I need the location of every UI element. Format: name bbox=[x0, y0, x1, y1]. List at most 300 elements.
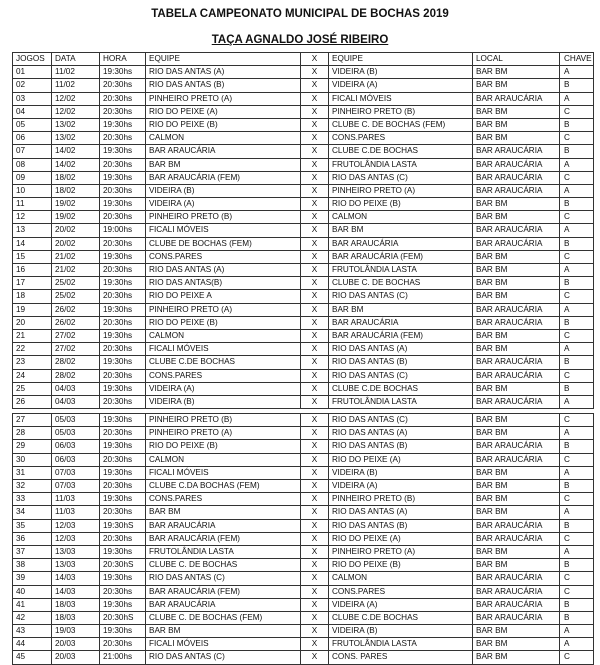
home-team-cell: CLUBE DE BOCHAS (FEM) bbox=[146, 238, 301, 250]
time-cell: 20:30hS bbox=[100, 612, 146, 624]
date-cell: 12/03 bbox=[52, 520, 100, 532]
versus-cell: X bbox=[301, 625, 329, 637]
group-cell: C bbox=[560, 370, 594, 382]
time-cell: 19:30hs bbox=[100, 546, 146, 558]
time-cell: 20:30hs bbox=[100, 370, 146, 382]
venue-cell: BAR BM bbox=[473, 506, 560, 518]
table-row bbox=[12, 198, 594, 211]
away-team-cell: CALMON bbox=[329, 572, 473, 584]
date-cell: 14/02 bbox=[52, 159, 100, 171]
table-row bbox=[12, 211, 594, 224]
versus-cell: X bbox=[301, 599, 329, 611]
table-row bbox=[12, 106, 594, 119]
game-number-cell: 28 bbox=[12, 427, 52, 439]
versus-cell: X bbox=[301, 159, 329, 171]
time-cell: 20:30hS bbox=[100, 559, 146, 571]
group-cell: C bbox=[560, 106, 594, 118]
versus-cell: X bbox=[301, 467, 329, 479]
away-team-cell: RIO DO PEIXE (A) bbox=[329, 454, 473, 466]
group-cell: C bbox=[560, 414, 594, 426]
group-cell: C bbox=[560, 132, 594, 144]
group-cell: B bbox=[560, 277, 594, 289]
home-team-cell: RIO DAS ANTAS (C) bbox=[146, 572, 301, 584]
game-number-cell: 35 bbox=[12, 520, 52, 532]
game-number-cell: 21 bbox=[12, 330, 52, 342]
date-cell: 07/03 bbox=[52, 467, 100, 479]
home-team-cell: FICALI MÓVEIS bbox=[146, 638, 301, 650]
venue-cell: BAR BM bbox=[473, 132, 560, 144]
home-team-cell: PINHEIRO PRETO (A) bbox=[146, 304, 301, 316]
away-team-cell: VIDEIRA (B) bbox=[329, 66, 473, 78]
venue-cell: BAR ARAUCÁRIA bbox=[473, 159, 560, 171]
away-team-cell: RIO DAS ANTAS (B) bbox=[329, 356, 473, 368]
table-row bbox=[12, 145, 594, 158]
venue-cell: BAR BM bbox=[473, 106, 560, 118]
time-cell: 19:30hs bbox=[100, 330, 146, 342]
game-number-cell: 09 bbox=[12, 172, 52, 184]
versus-cell: X bbox=[301, 612, 329, 624]
away-team-cell: RIO DO PEIXE (B) bbox=[329, 559, 473, 571]
time-cell: 19:30hs bbox=[100, 251, 146, 263]
group-cell: A bbox=[560, 264, 594, 276]
away-team-cell: FRUTOLÂNDIA LASTA bbox=[329, 264, 473, 276]
time-cell: 19:30hs bbox=[100, 304, 146, 316]
table-row bbox=[12, 317, 594, 330]
versus-cell: X bbox=[301, 66, 329, 78]
venue-cell: BAR ARAUCÁRIA bbox=[473, 145, 560, 157]
date-cell: 07/03 bbox=[52, 480, 100, 492]
home-team-cell: CALMON bbox=[146, 454, 301, 466]
versus-cell: X bbox=[301, 559, 329, 571]
venue-cell: BAR BM bbox=[473, 119, 560, 131]
table-row bbox=[12, 277, 594, 290]
versus-cell: X bbox=[301, 356, 329, 368]
away-team-cell: CONS. PARES bbox=[329, 651, 473, 663]
date-cell: 28/02 bbox=[52, 356, 100, 368]
home-team-cell: VIDEIRA (A) bbox=[146, 198, 301, 210]
away-team-cell: VIDEIRA (A) bbox=[329, 480, 473, 492]
schedule-table bbox=[12, 52, 594, 665]
versus-cell: X bbox=[301, 277, 329, 289]
game-number-cell: 27 bbox=[12, 414, 52, 426]
home-team-cell: FICALI MÓVEIS bbox=[146, 343, 301, 355]
group-cell: A bbox=[560, 396, 594, 408]
versus-cell: X bbox=[301, 119, 329, 131]
game-number-cell: 33 bbox=[12, 493, 52, 505]
time-cell: 19:30hs bbox=[100, 145, 146, 157]
group-cell: B bbox=[560, 238, 594, 250]
group-cell: A bbox=[560, 625, 594, 637]
away-team-cell: CLUBE C. DE BOCHAS bbox=[329, 277, 473, 289]
group-cell: B bbox=[560, 599, 594, 611]
home-team-cell: BAR ARAUCÁRIA (FEM) bbox=[146, 533, 301, 545]
group-cell: C bbox=[560, 586, 594, 598]
time-cell: 20:30hs bbox=[100, 454, 146, 466]
table-row bbox=[12, 506, 594, 519]
game-number-cell: 32 bbox=[12, 480, 52, 492]
home-team-cell: FICALI MÓVEIS bbox=[146, 467, 301, 479]
home-team-cell: RIO DO PEIXE (B) bbox=[146, 317, 301, 329]
table-row bbox=[12, 290, 594, 303]
away-team-cell: RIO DAS ANTAS (B) bbox=[329, 520, 473, 532]
game-number-cell: 03 bbox=[12, 93, 52, 105]
versus-cell: X bbox=[301, 506, 329, 518]
table-row bbox=[12, 440, 594, 453]
home-team-cell: VIDEIRA (B) bbox=[146, 185, 301, 197]
game-number-cell: 45 bbox=[12, 651, 52, 663]
table-row bbox=[12, 599, 594, 612]
venue-cell: BAR BM bbox=[473, 625, 560, 637]
away-team-cell: VIDEIRA (B) bbox=[329, 625, 473, 637]
game-number-cell: 11 bbox=[12, 198, 52, 210]
away-team-cell: FICALI MÓVEIS bbox=[329, 93, 473, 105]
game-number-cell: 13 bbox=[12, 224, 52, 236]
away-team-cell: CLUBE C.DE BOCHAS bbox=[329, 145, 473, 157]
venue-cell: BAR BM bbox=[473, 480, 560, 492]
home-team-cell: BAR BM bbox=[146, 506, 301, 518]
group-cell: A bbox=[560, 224, 594, 236]
table-row bbox=[12, 396, 594, 409]
home-team-cell: RIO DO PEIXE (A) bbox=[146, 106, 301, 118]
group-cell: B bbox=[560, 480, 594, 492]
table-row bbox=[12, 651, 594, 664]
table-row bbox=[12, 480, 594, 493]
away-team-cell: PINHEIRO PRETO (B) bbox=[329, 106, 473, 118]
venue-cell: BAR ARAUCÁRIA bbox=[473, 599, 560, 611]
game-number-cell: 14 bbox=[12, 238, 52, 250]
venue-cell: BAR BM bbox=[473, 467, 560, 479]
away-team-cell: RIO DAS ANTAS (A) bbox=[329, 427, 473, 439]
group-cell: B bbox=[560, 520, 594, 532]
versus-cell: X bbox=[301, 211, 329, 223]
away-team-cell: PINHEIRO PRETO (A) bbox=[329, 546, 473, 558]
time-cell: 19:30hs bbox=[100, 383, 146, 395]
date-cell: 14/03 bbox=[52, 586, 100, 598]
game-number-cell: 44 bbox=[12, 638, 52, 650]
date-cell: 20/02 bbox=[52, 224, 100, 236]
date-cell: 19/02 bbox=[52, 211, 100, 223]
date-cell: 14/02 bbox=[52, 145, 100, 157]
home-team-cell: CLUBE C.DE BOCHAS bbox=[146, 356, 301, 368]
home-team-cell: PINHEIRO PRETO (B) bbox=[146, 414, 301, 426]
date-cell: 25/02 bbox=[52, 290, 100, 302]
game-number-cell: 23 bbox=[12, 356, 52, 368]
group-cell: B bbox=[560, 145, 594, 157]
home-team-cell: RIO DAS ANTAS(B) bbox=[146, 277, 301, 289]
versus-cell: X bbox=[301, 185, 329, 197]
versus-cell: X bbox=[301, 383, 329, 395]
group-cell: B bbox=[560, 383, 594, 395]
table-row bbox=[12, 356, 594, 369]
home-team-cell: CLUBE C. DE BOCHAS (FEM) bbox=[146, 612, 301, 624]
group-cell: C bbox=[560, 651, 594, 663]
time-cell: 20:30hs bbox=[100, 93, 146, 105]
table-row bbox=[12, 119, 594, 132]
versus-cell: X bbox=[301, 480, 329, 492]
venue-cell: BAR BM bbox=[473, 264, 560, 276]
document-title: TABELA CAMPEONATO MUNICIPAL DE BOCHAS 2019 bbox=[151, 8, 449, 20]
versus-cell: X bbox=[301, 264, 329, 276]
versus-cell: X bbox=[301, 572, 329, 584]
versus-cell: X bbox=[301, 132, 329, 144]
home-team-cell: RIO DAS ANTAS (A) bbox=[146, 66, 301, 78]
time-cell: 20:30hs bbox=[100, 238, 146, 250]
game-number-cell: 08 bbox=[12, 159, 52, 171]
away-team-cell: RIO DO PEIXE (B) bbox=[329, 198, 473, 210]
group-cell: B bbox=[560, 612, 594, 624]
venue-cell: BAR BM bbox=[473, 559, 560, 571]
versus-cell: X bbox=[301, 238, 329, 250]
date-cell: 18/03 bbox=[52, 612, 100, 624]
home-team-cell: BAR BM bbox=[146, 159, 301, 171]
date-cell: 28/02 bbox=[52, 370, 100, 382]
game-number-cell: 25 bbox=[12, 383, 52, 395]
table-row bbox=[12, 79, 594, 92]
table-row bbox=[12, 93, 594, 106]
time-cell: 20:30hs bbox=[100, 396, 146, 408]
column-header: EQUIPE bbox=[329, 53, 473, 65]
venue-cell: BAR ARAUCÁRIA bbox=[473, 370, 560, 382]
versus-cell: X bbox=[301, 370, 329, 382]
game-number-cell: 39 bbox=[12, 572, 52, 584]
game-number-cell: 12 bbox=[12, 211, 52, 223]
game-number-cell: 31 bbox=[12, 467, 52, 479]
table-row bbox=[12, 66, 594, 79]
home-team-cell: PINHEIRO PRETO (B) bbox=[146, 211, 301, 223]
game-number-cell: 36 bbox=[12, 533, 52, 545]
home-team-cell: BAR ARAUCÁRIA bbox=[146, 599, 301, 611]
home-team-cell: RIO DO PEIXE (B) bbox=[146, 119, 301, 131]
time-cell: 20:30hs bbox=[100, 586, 146, 598]
date-cell: 12/03 bbox=[52, 533, 100, 545]
group-cell: C bbox=[560, 251, 594, 263]
date-cell: 06/03 bbox=[52, 440, 100, 452]
time-cell: 19:30hs bbox=[100, 414, 146, 426]
group-cell: A bbox=[560, 93, 594, 105]
date-cell: 18/02 bbox=[52, 172, 100, 184]
table-row bbox=[12, 330, 594, 343]
game-number-cell: 34 bbox=[12, 506, 52, 518]
time-cell: 20:30hs bbox=[100, 185, 146, 197]
versus-cell: X bbox=[301, 396, 329, 408]
away-team-cell: BAR ARAUCÁRIA (FEM) bbox=[329, 251, 473, 263]
versus-cell: X bbox=[301, 172, 329, 184]
away-team-cell: RIO DAS ANTAS (C) bbox=[329, 290, 473, 302]
group-cell: B bbox=[560, 559, 594, 571]
time-cell: 20:30hs bbox=[100, 106, 146, 118]
date-cell: 04/03 bbox=[52, 383, 100, 395]
table-header-row bbox=[12, 52, 594, 66]
table-row bbox=[12, 546, 594, 559]
game-number-cell: 19 bbox=[12, 304, 52, 316]
table-row bbox=[12, 343, 594, 356]
table-row bbox=[12, 638, 594, 651]
venue-cell: BAR ARAUCÁRIA bbox=[473, 356, 560, 368]
away-team-cell: PINHEIRO PRETO (A) bbox=[329, 185, 473, 197]
game-number-cell: 04 bbox=[12, 106, 52, 118]
date-cell: 18/03 bbox=[52, 599, 100, 611]
table-row bbox=[12, 224, 594, 237]
away-team-cell: FRUTOLÂNDIA LASTA bbox=[329, 638, 473, 650]
away-team-cell: CALMON bbox=[329, 211, 473, 223]
away-team-cell: BAR ARAUCÁRIA bbox=[329, 317, 473, 329]
home-team-cell: PINHEIRO PRETO (A) bbox=[146, 93, 301, 105]
home-team-cell: BAR BM bbox=[146, 625, 301, 637]
date-cell: 20/03 bbox=[52, 638, 100, 650]
time-cell: 20:30hs bbox=[100, 480, 146, 492]
time-cell: 19:30hs bbox=[100, 493, 146, 505]
date-cell: 21/02 bbox=[52, 251, 100, 263]
time-cell: 19:30hs bbox=[100, 198, 146, 210]
date-cell: 04/03 bbox=[52, 396, 100, 408]
venue-cell: BAR BM bbox=[473, 251, 560, 263]
home-team-cell: PINHEIRO PRETO (A) bbox=[146, 427, 301, 439]
group-cell: C bbox=[560, 493, 594, 505]
away-team-cell: VIDEIRA (A) bbox=[329, 599, 473, 611]
venue-cell: BAR BM bbox=[473, 383, 560, 395]
time-cell: 20:30hs bbox=[100, 132, 146, 144]
home-team-cell: RIO DAS ANTAS (C) bbox=[146, 651, 301, 663]
away-team-cell: RIO DAS ANTAS (C) bbox=[329, 172, 473, 184]
column-header: X bbox=[301, 53, 329, 65]
group-cell: C bbox=[560, 211, 594, 223]
home-team-cell: BAR ARAUCÁRIA bbox=[146, 145, 301, 157]
game-number-cell: 16 bbox=[12, 264, 52, 276]
home-team-cell: CALMON bbox=[146, 132, 301, 144]
away-team-cell: RIO DAS ANTAS (C) bbox=[329, 370, 473, 382]
venue-cell: BAR BM bbox=[473, 79, 560, 91]
home-team-cell: CLUBE C.DA BOCHAS (FEM) bbox=[146, 480, 301, 492]
game-number-cell: 07 bbox=[12, 145, 52, 157]
time-cell: 19:30hs bbox=[100, 277, 146, 289]
venue-cell: BAR BM bbox=[473, 277, 560, 289]
venue-cell: BAR BM bbox=[473, 211, 560, 223]
date-cell: 12/02 bbox=[52, 93, 100, 105]
date-cell: 12/02 bbox=[52, 106, 100, 118]
date-cell: 20/03 bbox=[52, 651, 100, 663]
table-row bbox=[12, 454, 594, 467]
away-team-cell: CONS.PARES bbox=[329, 586, 473, 598]
venue-cell: BAR BM bbox=[473, 427, 560, 439]
venue-cell: BAR BM bbox=[473, 343, 560, 355]
table-row bbox=[12, 132, 594, 145]
column-header: JOGOS bbox=[12, 53, 52, 65]
venue-cell: BAR ARAUCÁRIA bbox=[473, 172, 560, 184]
group-cell: C bbox=[560, 533, 594, 545]
group-cell: A bbox=[560, 638, 594, 650]
date-cell: 06/03 bbox=[52, 454, 100, 466]
versus-cell: X bbox=[301, 414, 329, 426]
group-cell: B bbox=[560, 198, 594, 210]
home-team-cell: CONS.PARES bbox=[146, 370, 301, 382]
versus-cell: X bbox=[301, 533, 329, 545]
game-number-cell: 41 bbox=[12, 599, 52, 611]
venue-cell: BAR BM bbox=[473, 198, 560, 210]
venue-cell: BAR ARAUCÁRIA bbox=[473, 572, 560, 584]
time-cell: 20:30hs bbox=[100, 533, 146, 545]
table-row bbox=[12, 370, 594, 383]
group-cell: C bbox=[560, 172, 594, 184]
home-team-cell: CONS.PARES bbox=[146, 493, 301, 505]
time-cell: 19:30hs bbox=[100, 467, 146, 479]
home-team-cell: CLUBE C. DE BOCHAS bbox=[146, 559, 301, 571]
group-cell: A bbox=[560, 427, 594, 439]
versus-cell: X bbox=[301, 343, 329, 355]
versus-cell: X bbox=[301, 317, 329, 329]
away-team-cell: RIO DAS ANTAS (C) bbox=[329, 414, 473, 426]
venue-cell: BAR BM bbox=[473, 414, 560, 426]
date-cell: 26/02 bbox=[52, 317, 100, 329]
game-number-cell: 02 bbox=[12, 79, 52, 91]
away-team-cell: RIO DAS ANTAS (A) bbox=[329, 343, 473, 355]
table-row bbox=[12, 520, 594, 533]
away-team-cell: FRUTOLÂNDIA LASTA bbox=[329, 159, 473, 171]
home-team-cell: RIO DO PEIXE (B) bbox=[146, 440, 301, 452]
home-team-cell: VIDEIRA (B) bbox=[146, 396, 301, 408]
group-cell: B bbox=[560, 440, 594, 452]
time-cell: 19:00hs bbox=[100, 224, 146, 236]
versus-cell: X bbox=[301, 454, 329, 466]
game-number-cell: 17 bbox=[12, 277, 52, 289]
time-cell: 19:30hs bbox=[100, 599, 146, 611]
versus-cell: X bbox=[301, 651, 329, 663]
home-team-cell: RIO DAS ANTAS (A) bbox=[146, 264, 301, 276]
versus-cell: X bbox=[301, 638, 329, 650]
column-header: HORA bbox=[100, 53, 146, 65]
home-team-cell: CONS.PARES bbox=[146, 251, 301, 263]
game-number-cell: 38 bbox=[12, 559, 52, 571]
date-cell: 19/02 bbox=[52, 198, 100, 210]
time-cell: 20:30hs bbox=[100, 317, 146, 329]
venue-cell: BAR BM bbox=[473, 66, 560, 78]
versus-cell: X bbox=[301, 145, 329, 157]
column-header: LOCAL bbox=[473, 53, 560, 65]
game-number-cell: 37 bbox=[12, 546, 52, 558]
away-team-cell: RIO DAS ANTAS (B) bbox=[329, 440, 473, 452]
date-cell: 27/02 bbox=[52, 330, 100, 342]
time-cell: 19:30hs bbox=[100, 66, 146, 78]
date-cell: 18/02 bbox=[52, 185, 100, 197]
away-team-cell: VIDEIRA (A) bbox=[329, 79, 473, 91]
table-row bbox=[12, 467, 594, 480]
venue-cell: BAR ARAUCÁRIA bbox=[473, 440, 560, 452]
group-cell: C bbox=[560, 330, 594, 342]
venue-cell: BAR BM bbox=[473, 651, 560, 663]
group-cell: A bbox=[560, 343, 594, 355]
away-team-cell: BAR ARAUCÁRIA bbox=[329, 238, 473, 250]
versus-cell: X bbox=[301, 198, 329, 210]
venue-cell: BAR ARAUCÁRIA bbox=[473, 533, 560, 545]
versus-cell: X bbox=[301, 106, 329, 118]
date-cell: 11/02 bbox=[52, 79, 100, 91]
group-cell: A bbox=[560, 546, 594, 558]
venue-cell: BAR BM bbox=[473, 330, 560, 342]
venue-cell: BAR ARAUCÁRIA bbox=[473, 238, 560, 250]
versus-cell: X bbox=[301, 546, 329, 558]
home-team-cell: BAR ARAUCÁRIA (FEM) bbox=[146, 172, 301, 184]
date-cell: 21/02 bbox=[52, 264, 100, 276]
game-number-cell: 18 bbox=[12, 290, 52, 302]
date-cell: 13/02 bbox=[52, 132, 100, 144]
date-cell: 26/02 bbox=[52, 304, 100, 316]
time-cell: 20:30hs bbox=[100, 427, 146, 439]
game-number-cell: 15 bbox=[12, 251, 52, 263]
group-cell: C bbox=[560, 572, 594, 584]
versus-cell: X bbox=[301, 304, 329, 316]
away-team-cell: CONS.PARES bbox=[329, 132, 473, 144]
away-team-cell: FRUTOLÂNDIA LASTA bbox=[329, 396, 473, 408]
table-row bbox=[12, 572, 594, 585]
